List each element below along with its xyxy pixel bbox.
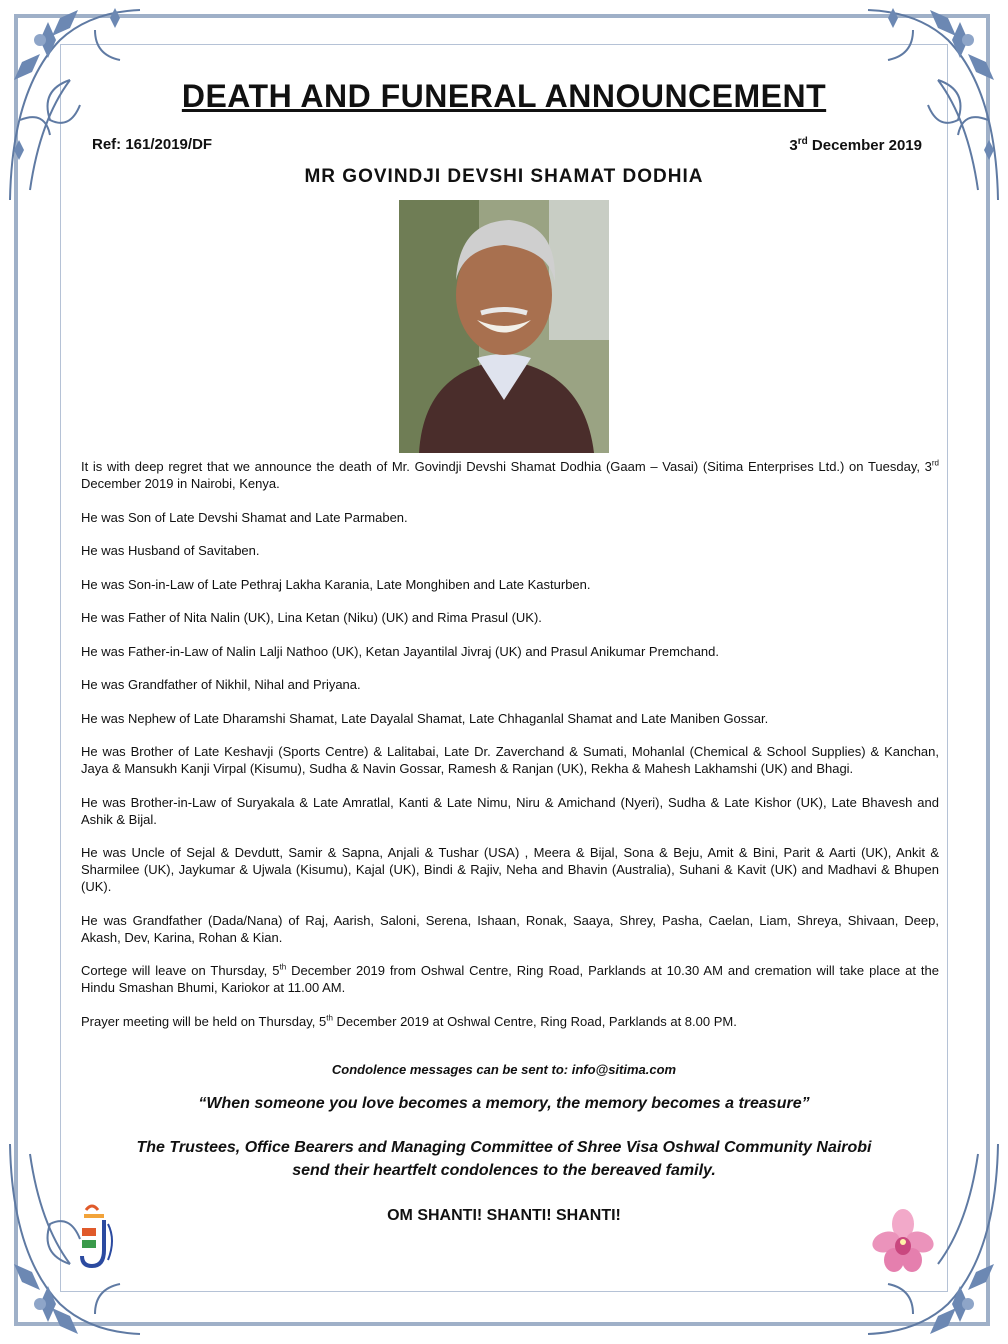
portrait-photo-icon — [399, 200, 609, 453]
paragraph-brother-of: He was Brother of Late Keshavji (Sports Centre) & Lalitabai, Late Dr. Zaverchand & Sumati, Mohanlal (Chemical & School Supplies) & Kanchan, Jaya & Mansukh Kanji Virpal (Kisumu), Sudha & Navin Gossar, Ramesh & Ranjan (UK), Rekha & Mahesh Lakhamshi (UK) and Bhagi. — [81, 744, 939, 776]
trustees-line-1: The Trustees, Office Bearers and Managing Committee of Shree Visa Oshwal Community Nairobi — [136, 1139, 872, 1156]
paragraph-nephew-of: He was Nephew of Late Dharamshi Shamat, Late Dayalal Shamat, Late Chhaganlal Shamat and Late Maniben Gossar. — [81, 710, 769, 726]
trustees-message — [0, 1136, 1008, 1182]
condolence-contact: Condolence messages can be sent to: info@sitima.com — [331, 1062, 677, 1077]
paragraph-death: It is with deep regret that we announce the death of Mr. Govindji Devshi Shamat Dodhia (Gaam – Vasai) (Sitima Enterprises Ltd.) on Tuesday, 3rd December 2019 in Nairobi, Kenya. — [81, 458, 939, 491]
memorial-quote: “When someone you love becomes a memory, the memory becomes a treasure” — [198, 1095, 810, 1112]
portrait-photo — [399, 200, 609, 453]
trustees-line-2: send their heartfelt condolences to the bereaved family. — [292, 1162, 716, 1179]
paragraph-husband-of: He was Husband of Savitaben. — [81, 543, 260, 558]
paragraph-grandfather-dada-nana: He was Grandfather (Dada/Nana) of Raj, Aarish, Saloni, Serena, Ishaan, Ronak, Saaya, Shrey, Pasha, Caelan, Liam, Shreya, Shivaan, Deep, Akash, Dev, Karina, Rohan & Kian. — [81, 912, 939, 945]
page-title: DEATH AND FUNERAL ANNOUNCEMENT — [181, 78, 827, 114]
paragraph-father-in-law-of: He was Father-in-Law of Nalin Lalji Nathoo (UK), Ketan Jayantilal Jivraj (UK) and Prasul Anikumar Premchand. — [81, 643, 719, 659]
paragraph-prayer-meeting: Prayer meeting will be held on Thursday, 5th December 2019 at Oshwal Centre, Ring Road, Parklands at 8.00 PM. — [81, 1013, 737, 1029]
announcement-date: 3rd December 2019 — [789, 136, 922, 154]
om-shanti: OM SHANTI! SHANTI! SHANTI! — [387, 1207, 621, 1224]
paragraph-father-of: He was Father of Nita Nalin (UK), Lina Ketan (Niku) (UK) and Rima Prasul (UK). — [81, 610, 542, 625]
paragraph-cortege: Cortege will leave on Thursday, 5th December 2019 from Oshwal Centre, Ring Road, Parklands at 10.30 AM and cremation will take place at the Hindu Smashan Bhumi, Kariokor at 11.00 AM. — [81, 962, 940, 995]
paragraph-grandfather-of: He was Grandfather of Nikhil, Nihal and Priyana. — [81, 677, 361, 692]
paragraph-son-in-law-of: He was Son-in-Law of Late Pethraj Lakha Karania, Late Monghiben and Late Kasturben. — [81, 576, 591, 592]
orchid-flower-icon — [872, 1208, 934, 1274]
deceased-name: MR GOVINDJI DEVSHI SHAMAT DODHIA — [304, 166, 704, 187]
paragraph-uncle-of: He was Uncle of Sejal & Devdutt, Samir & Sapna, Anjali & Tushar (USA) , Meera & Bijal, Sona & Beju, Amit & Bini, Parit & Aarti (UK), Ankit & Sharmilee (UK), Jaykumar & Ujwala (Kisumu), Kajal (UK), Bindi & Rajiv, Neha and Bhavin (Australia), Suhani & Kavit (UK) and Madhavi & Bhupen (UK). — [81, 845, 939, 894]
reference-number: Ref: 161/2019/DF — [92, 136, 213, 153]
announcement-body — [81, 458, 939, 1046]
paragraph-brother-in-law-of: He was Brother-in-Law of Suryakala & Late Amratlal, Kanti & Late Nimu, Niru & Amichand (Nyeri), Sudha & Late Kishor (UK), Late Bhavesh and Ashik & Bijal. — [81, 794, 939, 827]
paragraph-son-of: He was Son of Late Devshi Shamat and Late Parmaben. — [81, 509, 408, 525]
community-logo-icon — [78, 1200, 118, 1272]
